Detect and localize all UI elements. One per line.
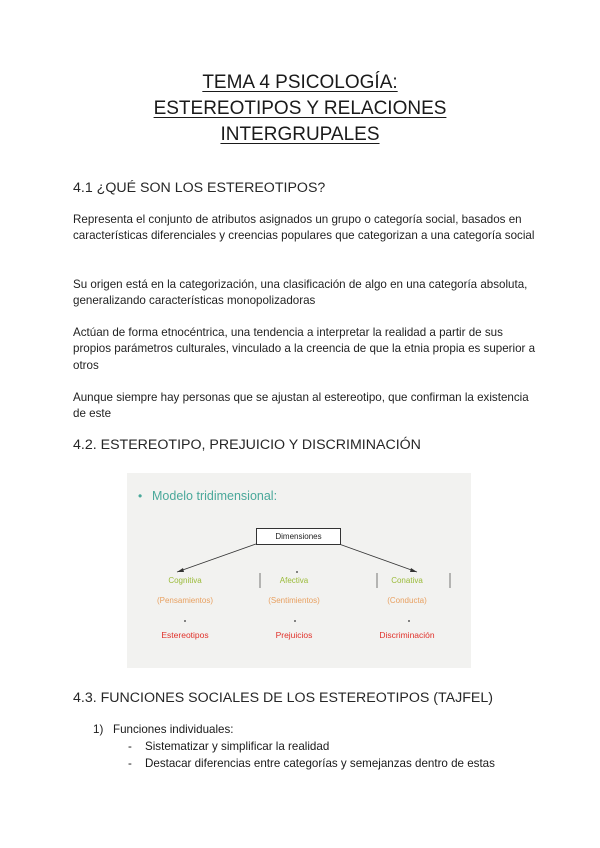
list-number: 1) (93, 723, 104, 736)
label-conducta: (Conducta) (387, 596, 427, 605)
dimensions-box: Dimensiones (256, 528, 341, 545)
label-conativa: Conativa (391, 576, 423, 585)
list-dash: - (128, 757, 132, 770)
tridimensional-model-figure (127, 473, 471, 668)
list-label: Funciones individuales: (113, 723, 234, 736)
dot-cognitiva (184, 620, 186, 622)
arrowhead-cognitiva (177, 568, 184, 572)
title-line-2: ESTEREOTIPOS Y RELACIONES (153, 98, 447, 119)
list-item: Destacar diferencias entre categorías y semejanzas dentro de estas (145, 757, 495, 770)
title-line-1: TEMA 4 PSICOLOGÍA: (202, 72, 398, 93)
document-title (0, 70, 600, 148)
arrow-to-conativa (339, 544, 417, 572)
label-pensamientos: (Pensamientos) (156, 596, 214, 605)
dot-conativa (408, 620, 410, 622)
figure-title: Modelo tridimensional: (152, 489, 278, 503)
section-heading-4-2: 4.2. ESTEREOTIPO, PREJUICIO Y DISCRIMINACIÓN (73, 437, 421, 453)
paragraph-confirmation: Aunque siempre hay personas que se ajustan al estereotipo, que confirman la existencia de este (73, 391, 529, 421)
paragraph-definition: Representa el conjunto de atributos asignados un grupo o categoría social, basados en características diferenciales y creencias populares que categorizan a una categoría social (73, 213, 535, 243)
list-item: Sistematizar y simplificar la realidad (145, 740, 330, 753)
list-dash: - (128, 740, 132, 753)
dot-afectiva-top (296, 571, 298, 573)
arrow-to-cognitiva (177, 544, 256, 572)
label-sentimientos: (Sentimientos) (268, 596, 320, 605)
section-heading-4-1: 4.1 ¿QUÉ SON LOS ESTEREOTIPOS? (73, 180, 326, 196)
paragraph-origin: Su origen está en la categorización, una clasificación de algo en una categoría absoluta, generalizando características monopolizadoras (73, 278, 528, 308)
label-prejuicios: Prejuicios (275, 630, 313, 640)
label-afectiva: Afectiva (279, 576, 309, 585)
paragraph-ethnocentric: Actúan de forma etnocéntrica, una tendencia a interpretar la realidad a partir de sus propios parámetros culturales, vinculado a la creencia de que la etnia propia es superior a otros (73, 326, 536, 372)
label-discriminacion: Discriminación (379, 630, 435, 640)
section-heading-4-3: 4.3. FUNCIONES SOCIALES DE LOS ESTEREOTIPOS (TAJFEL) (73, 690, 493, 706)
arrowhead-conativa (410, 568, 417, 572)
title-line-3: INTERGRUPALES (220, 124, 380, 145)
figure-bullet: • (138, 489, 143, 503)
dot-afectiva (294, 620, 296, 622)
label-estereotipos: Estereotipos (161, 630, 209, 640)
label-cognitiva: Cognitiva (168, 576, 202, 585)
